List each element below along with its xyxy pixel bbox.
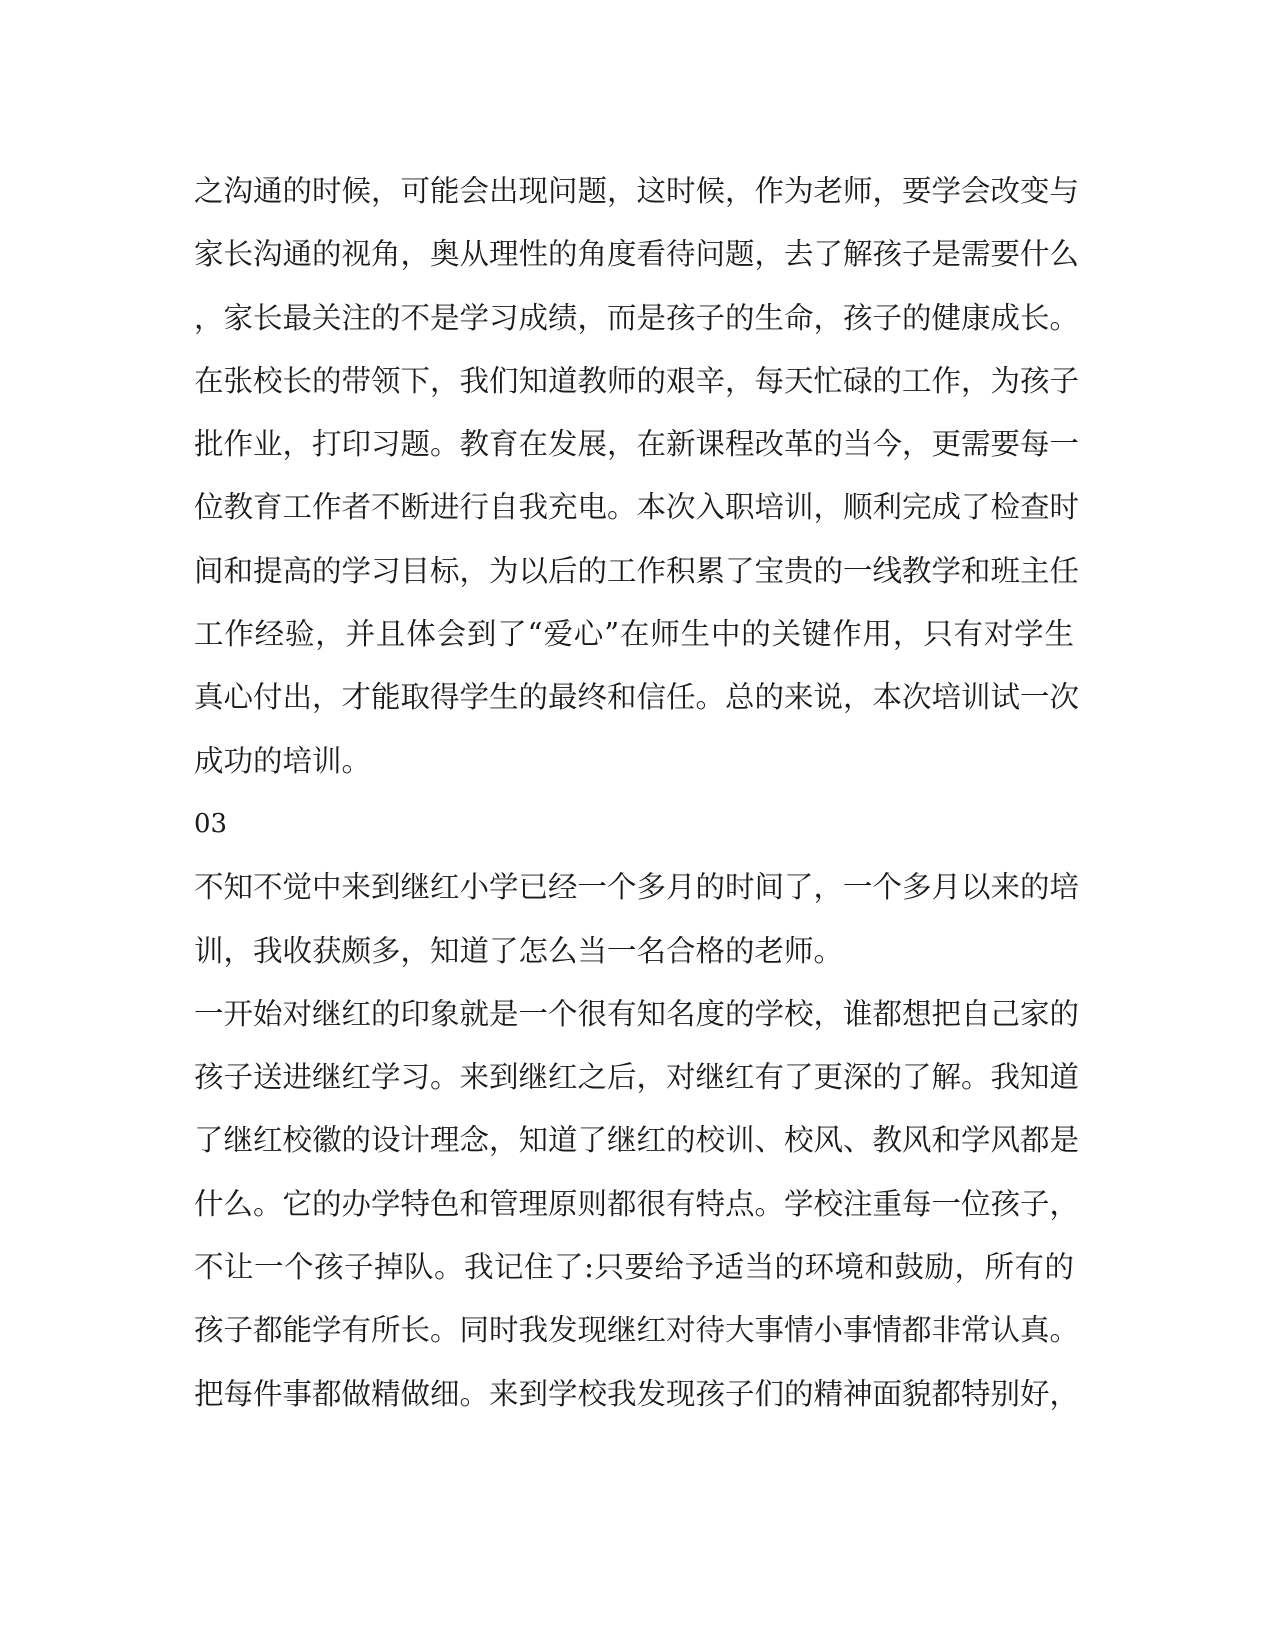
text-line: 孩子送进继红学习。来到继红之后，对继红有了更深的了解。我知道: [194, 1060, 1080, 1095]
text-line: 工作经验，并且体会到了“爱心”在师生中的关键作用，只有对学生: [194, 617, 1074, 652]
text-line: 不让一个孩子掉队。我记住了:只要给予适当的环境和鼓励，所有的: [194, 1250, 1074, 1285]
text-line: 孩子都能学有所长。同时我发现继红对待大事情小事情都非常认真。: [194, 1313, 1080, 1348]
text-line: 把每件事都做精做细。来到学校我发现孩子们的精神面貌都特别好，: [194, 1376, 1080, 1411]
text-line: 批作业，打印习题。教育在发展，在新课程改革的当今，更需要每一: [194, 427, 1080, 462]
text-line: 成功的培训。: [194, 743, 372, 778]
text-line: 在张校长的带领下，我们知道教师的艰辛，每天忙碌的工作，为孩子: [194, 363, 1080, 398]
text-line: 家长沟通的视角，奥从理性的角度看待问题，去了解孩子是需要什么: [194, 237, 1080, 272]
text-line: ，家长最关注的不是学习成绩，而是孩子的生命，孩子的健康成长。: [194, 300, 1080, 335]
text-line: 了继红校徽的设计理念，知道了继红的校训、校风、教风和学风都是: [194, 1123, 1080, 1158]
section-number: 03: [194, 808, 228, 839]
text-line: 位教育工作者不断进行自我充电。本次入职培训，顺利完成了检查时: [194, 490, 1080, 525]
text-line: 不知不觉中来到继红小学已经一个多月的时间了，一个多月以来的培: [194, 870, 1080, 905]
text-line: 什么。它的办学特色和管理原则都很有特点。学校注重每一位孩子，: [194, 1186, 1080, 1221]
text-line: 间和提高的学习目标，为以后的工作积累了宝贵的一线教学和班主任: [194, 553, 1080, 588]
text-line: 之沟通的时候，可能会出现问题，这时候，作为老师，要学会改变与: [194, 174, 1080, 208]
document-body: [194, 160, 1080, 1426]
text-line: 真心付出，才能取得学生的最终和信任。总的来说，本次培训试一次: [194, 680, 1080, 715]
text-line: 一开始对继红的印象就是一个很有知名度的学校，谁都想把自己家的: [194, 996, 1080, 1031]
text-line: 训，我收获颇多，知道了怎么当一名合格的老师。: [194, 933, 844, 968]
